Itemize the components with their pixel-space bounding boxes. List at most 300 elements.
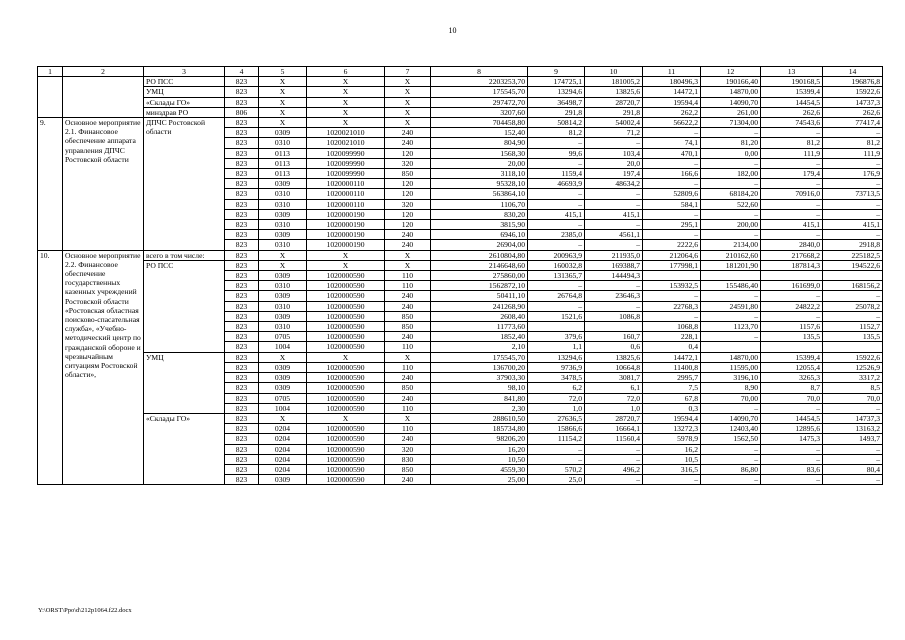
table-cell: 261,00 — [701, 107, 761, 117]
table-cell: 291,8 — [528, 107, 585, 117]
table-cell: 74,1 — [643, 138, 701, 148]
table-cell: 0204 — [259, 424, 307, 434]
table-cell — [701, 342, 761, 352]
table-cell: X — [259, 97, 307, 107]
table-cell: 8,90 — [701, 383, 761, 393]
table-cell: – — [823, 199, 883, 209]
executor-name: ДПЧС Ростовской области — [144, 118, 225, 251]
table-cell: – — [701, 475, 761, 485]
table-cell: 823 — [225, 250, 259, 260]
table-row — [38, 413, 883, 423]
table-cell: 14870,00 — [701, 87, 761, 97]
table-cell: X — [307, 87, 385, 97]
column-header: 11 — [643, 67, 701, 77]
table-cell: 166,6 — [643, 169, 701, 179]
table-cell: 1020000590 — [307, 464, 385, 474]
table-cell: 1020000190 — [307, 220, 385, 230]
table-cell: 0,00 — [701, 148, 761, 158]
table-cell: 823 — [225, 332, 259, 342]
table-cell: 1152,7 — [823, 322, 883, 332]
table-cell: 160032,8 — [528, 260, 585, 270]
table-cell: 1020000590 — [307, 332, 385, 342]
table-cell: – — [585, 444, 643, 454]
table-cell: 320 — [385, 199, 431, 209]
table-cell: 522,60 — [701, 199, 761, 209]
table-cell: 37903,30 — [431, 373, 528, 383]
table-cell: X — [307, 260, 385, 270]
table-cell: 48634,2 — [585, 179, 643, 189]
table-cell: 11773,60 — [431, 322, 528, 332]
table-cell: – — [823, 158, 883, 168]
table-cell: 174725,1 — [528, 77, 585, 87]
table-cell: 15922,6 — [823, 352, 883, 362]
table-cell: X — [259, 250, 307, 260]
table-cell: 0309 — [259, 373, 307, 383]
table-cell: – — [701, 230, 761, 240]
column-header: 5 — [259, 67, 307, 77]
table-cell: – — [823, 209, 883, 219]
table-cell: 1020000110 — [307, 189, 385, 199]
table-cell: 1562,50 — [701, 434, 761, 444]
table-cell: 823 — [225, 189, 259, 199]
table-cell: 168156,2 — [823, 281, 883, 291]
table-cell: X — [385, 97, 431, 107]
table-cell: 211935,0 — [585, 250, 643, 260]
table-cell: 70916,0 — [761, 189, 823, 199]
table-cell: – — [643, 291, 701, 301]
executor-name: «Склады ГО» — [144, 413, 225, 484]
table-cell: 320 — [385, 158, 431, 168]
executor-name: УМЦ — [144, 352, 225, 413]
table-cell: 95328,10 — [431, 179, 528, 189]
table-cell: 15922,6 — [823, 87, 883, 97]
column-header: 2 — [63, 67, 144, 77]
table-cell: – — [528, 240, 585, 250]
table-cell: – — [823, 291, 883, 301]
table-cell: 1562872,10 — [431, 281, 528, 291]
table-cell: 182,00 — [701, 169, 761, 179]
table-cell: 1020000590 — [307, 281, 385, 291]
table-cell: 14870,00 — [701, 352, 761, 362]
table-cell: 1020021010 — [307, 138, 385, 148]
table-cell: 3196,10 — [701, 373, 761, 383]
column-header: 7 — [385, 67, 431, 77]
table-cell: 1020000590 — [307, 424, 385, 434]
table-cell: 14090,70 — [701, 413, 761, 423]
table-cell: 0309 — [259, 311, 307, 321]
table-cell: – — [528, 189, 585, 199]
table-cell: – — [761, 444, 823, 454]
table-cell: 25,0 — [528, 475, 585, 485]
table-cell: 1159,4 — [528, 169, 585, 179]
table-cell: 24591,80 — [701, 301, 761, 311]
table-cell: – — [761, 291, 823, 301]
table-cell: 36498,7 — [528, 97, 585, 107]
table-cell: – — [585, 475, 643, 485]
table-cell: 16,2 — [643, 444, 701, 454]
table-cell: 240 — [385, 332, 431, 342]
table-cell: 1020000590 — [307, 403, 385, 413]
table-cell: 14454,5 — [761, 97, 823, 107]
table-cell: 72,0 — [528, 393, 585, 403]
table-cell: 1020000590 — [307, 475, 385, 485]
table-cell: – — [701, 128, 761, 138]
table-cell: – — [823, 128, 883, 138]
table-cell: 823 — [225, 424, 259, 434]
table-row — [38, 118, 883, 128]
table-cell: 823 — [225, 464, 259, 474]
table-cell: 0310 — [259, 281, 307, 291]
table-cell: 26764,8 — [528, 291, 585, 301]
table-cell: – — [643, 311, 701, 321]
table-cell: X — [385, 118, 431, 128]
table-cell: 823 — [225, 393, 259, 403]
table-cell: 14737,3 — [823, 97, 883, 107]
table-cell: 3118,10 — [431, 169, 528, 179]
table-cell: 70,0 — [823, 393, 883, 403]
table-cell: 70,0 — [761, 393, 823, 403]
table-cell: 2,10 — [431, 342, 528, 352]
table-cell: 13272,3 — [643, 424, 701, 434]
table-cell: 10,50 — [431, 454, 528, 464]
table-cell: 1475,3 — [761, 434, 823, 444]
table-cell: 20,00 — [431, 158, 528, 168]
table-cell: 110 — [385, 271, 431, 281]
table-cell: 120 — [385, 209, 431, 219]
table-cell: X — [385, 250, 431, 260]
table-cell: 11400,8 — [643, 362, 701, 372]
table-row — [38, 352, 883, 362]
table-cell: 830 — [385, 454, 431, 464]
column-header: 6 — [307, 67, 385, 77]
table-cell: 20,0 — [585, 158, 643, 168]
table-cell: 27636,5 — [528, 413, 585, 423]
table-cell: 823 — [225, 158, 259, 168]
table-cell: 176,9 — [823, 169, 883, 179]
table-cell: 0309 — [259, 209, 307, 219]
table-cell: 1020000590 — [307, 434, 385, 444]
table-cell: 806 — [225, 107, 259, 117]
table-cell: – — [528, 158, 585, 168]
table-cell — [528, 322, 585, 332]
table-cell: 496,2 — [585, 464, 643, 474]
row-number: 10. — [38, 250, 63, 485]
table-cell: 470,1 — [643, 148, 701, 158]
table-cell: 850 — [385, 169, 431, 179]
table-cell: 25,00 — [431, 475, 528, 485]
table-cell: 5978,9 — [643, 434, 701, 444]
table-cell: 823 — [225, 434, 259, 444]
table-cell: 28720,7 — [585, 97, 643, 107]
table-cell: 190168,5 — [761, 77, 823, 87]
table-cell: 2840,0 — [761, 240, 823, 250]
table-cell: 1123,70 — [701, 322, 761, 332]
table-cell: 16664,1 — [585, 424, 643, 434]
table-cell: 1106,70 — [431, 199, 528, 209]
table-cell: 98206,20 — [431, 434, 528, 444]
table-cell: 0310 — [259, 240, 307, 250]
table-cell: 12403,40 — [701, 424, 761, 434]
budget-table — [37, 66, 883, 485]
table-cell: 0204 — [259, 444, 307, 454]
table-cell: 1020000590 — [307, 301, 385, 311]
table-cell: 71,2 — [585, 128, 643, 138]
table-cell: 1020000110 — [307, 179, 385, 189]
table-cell: 316,5 — [643, 464, 701, 474]
table-cell: 1020099990 — [307, 148, 385, 158]
table-cell: 1020000110 — [307, 199, 385, 209]
table-cell: 98,10 — [431, 383, 528, 393]
table-cell: 823 — [225, 220, 259, 230]
table-cell: 823 — [225, 281, 259, 291]
table-cell: 0113 — [259, 148, 307, 158]
table-cell: 1020099990 — [307, 169, 385, 179]
table-cell: 0,6 — [585, 342, 643, 352]
table-cell: 240 — [385, 393, 431, 403]
table-cell: X — [259, 107, 307, 117]
table-cell: 240 — [385, 301, 431, 311]
column-header: 13 — [761, 67, 823, 77]
table-cell — [761, 271, 823, 281]
table-cell: 86,80 — [701, 464, 761, 474]
table-cell: 2610804,80 — [431, 250, 528, 260]
table-cell: 0204 — [259, 464, 307, 474]
table-cell: 160,7 — [585, 332, 643, 342]
table-cell: 0309 — [259, 383, 307, 393]
table-cell: 1020000590 — [307, 311, 385, 321]
table-cell: 584,1 — [643, 199, 701, 209]
table-cell: 0310 — [259, 220, 307, 230]
table-cell: 50411,10 — [431, 291, 528, 301]
table-cell: 13163,2 — [823, 424, 883, 434]
table-cell: – — [701, 311, 761, 321]
table-cell: 81,2 — [761, 138, 823, 148]
table-cell: 80,4 — [823, 464, 883, 474]
table-cell: 190166,40 — [701, 77, 761, 87]
table-cell: – — [643, 230, 701, 240]
table-cell: 11595,00 — [701, 362, 761, 372]
table-cell: 0705 — [259, 393, 307, 403]
table-cell: 0113 — [259, 158, 307, 168]
table-cell: 0,4 — [643, 342, 701, 352]
table-cell: – — [528, 454, 585, 464]
table-cell: 70,00 — [701, 393, 761, 403]
table-cell: 1020000590 — [307, 373, 385, 383]
table-cell: – — [643, 128, 701, 138]
table-cell: 15399,4 — [761, 352, 823, 362]
row-number: 9. — [38, 118, 63, 251]
table-cell: 0309 — [259, 271, 307, 281]
table-cell: 28720,7 — [585, 413, 643, 423]
table-cell: 262,6 — [761, 107, 823, 117]
table-cell: 850 — [385, 322, 431, 332]
table-cell — [761, 342, 823, 352]
table-cell: 1020000190 — [307, 230, 385, 240]
table-cell: – — [823, 403, 883, 413]
table-cell: 83,6 — [761, 464, 823, 474]
column-header: 3 — [144, 67, 225, 77]
table-cell: 415,1 — [823, 220, 883, 230]
table-cell: 2918,8 — [823, 240, 883, 250]
table-cell: 3265,3 — [761, 373, 823, 383]
table-cell: 120 — [385, 148, 431, 158]
table-cell: – — [585, 220, 643, 230]
table-cell: 1020000590 — [307, 362, 385, 372]
table-cell: 0310 — [259, 189, 307, 199]
table-cell: 24822,2 — [761, 301, 823, 311]
table-cell: 46693,9 — [528, 179, 585, 189]
table-cell: 0309 — [259, 291, 307, 301]
table-cell: – — [643, 158, 701, 168]
table-cell: 240 — [385, 373, 431, 383]
table-cell: 13294,6 — [528, 87, 585, 97]
column-header: 10 — [585, 67, 643, 77]
table-cell: 8,5 — [823, 383, 883, 393]
table-cell: 240 — [385, 230, 431, 240]
table-cell: 26904,00 — [431, 240, 528, 250]
table-cell: – — [761, 230, 823, 240]
table-cell: 823 — [225, 352, 259, 362]
table-cell: 23646,3 — [585, 291, 643, 301]
table-cell: – — [823, 230, 883, 240]
table-cell: 120 — [385, 220, 431, 230]
table-cell: 10,5 — [643, 454, 701, 464]
table-cell: 823 — [225, 444, 259, 454]
table-cell: 275860,00 — [431, 271, 528, 281]
table-cell: 2608,40 — [431, 311, 528, 321]
table-cell — [585, 322, 643, 332]
table-cell: 240 — [385, 291, 431, 301]
table-cell: 823 — [225, 77, 259, 87]
table-cell: 2385,0 — [528, 230, 585, 240]
table-cell: 1521,6 — [528, 311, 585, 321]
table-cell: 153932,5 — [643, 281, 701, 291]
table-cell: – — [823, 311, 883, 321]
column-header: 1 — [38, 67, 63, 77]
table-cell: 295,1 — [643, 220, 701, 230]
table-cell: 2203253,70 — [431, 77, 528, 87]
table-cell: 72,0 — [585, 393, 643, 403]
table-row — [38, 87, 883, 97]
table-cell: 54002,4 — [585, 118, 643, 128]
table-cell: 1,0 — [528, 403, 585, 413]
table-cell: 200,00 — [701, 220, 761, 230]
table-cell: 804,90 — [431, 138, 528, 148]
table-cell: X — [307, 97, 385, 107]
table-cell: 0309 — [259, 475, 307, 485]
table-cell: X — [259, 413, 307, 423]
table-cell: – — [761, 128, 823, 138]
table-cell: 850 — [385, 464, 431, 474]
table-cell: 379,6 — [528, 332, 585, 342]
table-cell: – — [643, 475, 701, 485]
table-cell: 120 — [385, 179, 431, 189]
executor-cell: РО ПСС — [144, 77, 225, 87]
table-cell: 144494,3 — [585, 271, 643, 281]
table-cell: 111,9 — [823, 148, 883, 158]
table-cell: 212064,6 — [643, 250, 701, 260]
table-cell: – — [585, 189, 643, 199]
table-cell: 103,4 — [585, 148, 643, 158]
column-header: 9 — [528, 67, 585, 77]
table-cell: 14472,1 — [643, 352, 701, 362]
table-cell: X — [385, 107, 431, 117]
table-cell: – — [761, 403, 823, 413]
table-cell: 823 — [225, 373, 259, 383]
table-cell: 415,1 — [528, 209, 585, 219]
table-cell: 823 — [225, 342, 259, 352]
table-cell: 1493,7 — [823, 434, 883, 444]
table-cell: 1157,6 — [761, 322, 823, 332]
table-cell: 823 — [225, 148, 259, 158]
table-cell: 175545,70 — [431, 87, 528, 97]
table-cell: 0113 — [259, 169, 307, 179]
table-cell: 823 — [225, 301, 259, 311]
table-cell: 0204 — [259, 434, 307, 444]
table-cell: 1020000190 — [307, 209, 385, 219]
page-number: 10 — [448, 26, 457, 35]
table-cell: 823 — [225, 362, 259, 372]
table-cell: 71304,00 — [701, 118, 761, 128]
table-cell: 1004 — [259, 342, 307, 352]
table-cell: 0705 — [259, 332, 307, 342]
table-cell: – — [761, 454, 823, 464]
table-cell: 15866,6 — [528, 424, 585, 434]
table-cell: – — [761, 179, 823, 189]
table-cell: 1020000190 — [307, 240, 385, 250]
table-cell: 135,5 — [761, 332, 823, 342]
table-cell: 81,2 — [823, 138, 883, 148]
table-cell: 68184,20 — [701, 189, 761, 199]
table-cell: 823 — [225, 271, 259, 281]
table-cell: – — [761, 209, 823, 219]
table-cell: 13294,6 — [528, 352, 585, 362]
measure-cell — [63, 77, 144, 118]
table-cell: 570,2 — [528, 464, 585, 474]
table-cell: X — [385, 260, 431, 270]
table-cell: – — [528, 281, 585, 291]
table-cell: – — [701, 209, 761, 219]
table-cell: 240 — [385, 240, 431, 250]
table-cell: 2134,00 — [701, 240, 761, 250]
table-cell: X — [385, 87, 431, 97]
table-cell: X — [259, 77, 307, 87]
table-cell: – — [585, 281, 643, 291]
table-cell: 1068,8 — [643, 322, 701, 332]
table-cell: 1020000590 — [307, 393, 385, 403]
table-cell: 823 — [225, 209, 259, 219]
executor-name: РО ПСС — [144, 260, 225, 352]
table-cell: 830,20 — [431, 209, 528, 219]
table-cell: 225182,5 — [823, 250, 883, 260]
table-cell: X — [385, 413, 431, 423]
table-cell: 3815,90 — [431, 220, 528, 230]
table-cell: 25078,2 — [823, 301, 883, 311]
table-cell: 52809,6 — [643, 189, 701, 199]
table-cell: 169388,7 — [585, 260, 643, 270]
num-cell — [38, 77, 63, 118]
table-cell: 99,6 — [528, 148, 585, 158]
table-cell: 823 — [225, 97, 259, 107]
table-cell — [701, 271, 761, 281]
table-cell: – — [761, 158, 823, 168]
table-cell: 0310 — [259, 138, 307, 148]
table-cell: 1004 — [259, 403, 307, 413]
table-cell: 200963,9 — [528, 250, 585, 260]
table-cell: 120 — [385, 189, 431, 199]
table-row — [38, 260, 883, 270]
table-cell: 823 — [225, 322, 259, 332]
